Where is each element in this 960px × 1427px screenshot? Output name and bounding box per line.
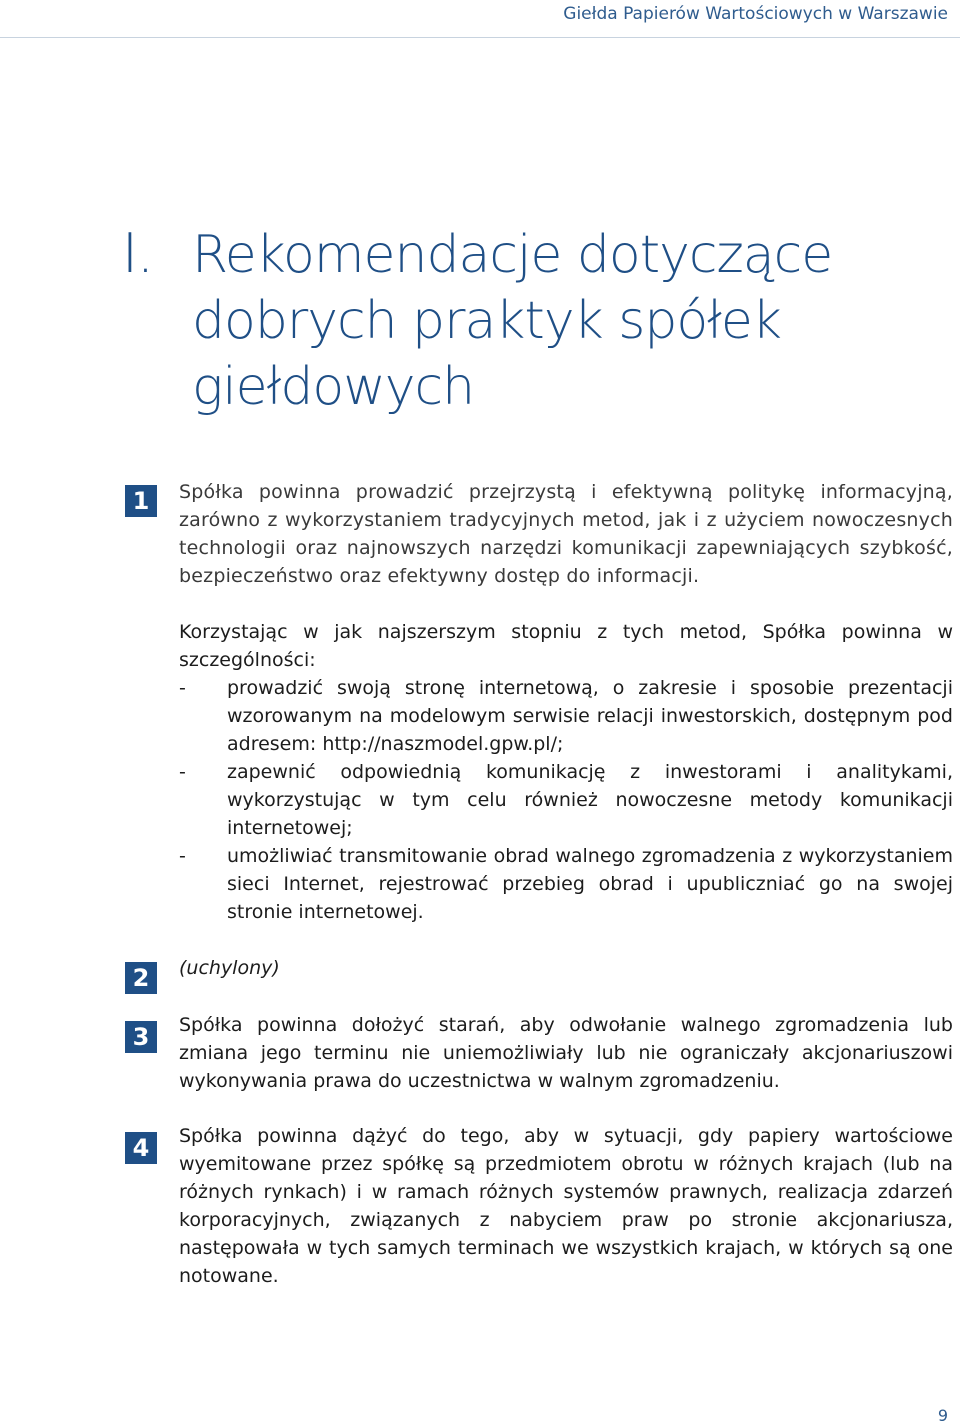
list-dash: -	[179, 761, 186, 783]
recommendation-badge-4: 4	[125, 1132, 157, 1164]
list-item-text: prowadzić swoją stronę internetową, o zakresie i sposobie prezentacji wzorowanym na modelowym serwisie relacji inwestorskich, dostępnym pod adresem: http://naszmodel.gpw.pl/;	[227, 677, 953, 755]
header-divider	[0, 37, 960, 38]
running-header: Giełda Papierów Wartościowych w Warszawie	[563, 4, 948, 24]
page-number: 9	[937, 1406, 948, 1425]
list-item-text: umożliwiać transmitowanie obrad walnego zgromadzenia z wykorzystaniem sieci Internet, rejestrować przebieg obrad i upubliczniać go na swojej stronie internetowej.	[227, 845, 953, 923]
recommendation-2-text: (uchylony)	[179, 957, 280, 979]
list-dash: -	[179, 677, 186, 699]
list-dash: -	[179, 845, 186, 867]
chapter-number: I.	[122, 222, 154, 285]
list-item	[179, 674, 953, 758]
recommendation-4-text: Spółka powinna dążyć do tego, aby w sytuacji, gdy papiery wartościowe wyemitowane przez spółkę są przedmiotem obrotu w różnych krajach (lub na różnych rynkach) i w ramach różnych systemów prawnych, realizacja zdarzeń korporacyjnych, związanych z nabyciem praw po stronie akcjonariusza, następowała w tych samych terminach we wszystkich krajach, w których są one notowane.	[179, 1125, 953, 1287]
list-item	[179, 758, 953, 842]
recommendation-badge-3: 3	[125, 1021, 157, 1053]
recommendation-1-detail-intro: Korzystając w jak najszerszym stopniu z tych metod, Spółka powinna w szczególności:	[179, 621, 953, 671]
list-item	[179, 842, 953, 926]
list-item-text: zapewnić odpowiednią komunikację z inwestorami i analitykami, wykorzystując w tym celu również nowoczesne metody komunikacji internetowej;	[227, 761, 953, 839]
recommendation-badge-2: 2	[125, 962, 157, 994]
chapter-title: Rekomendacje dotyczące dobrych praktyk spółek giełdowych	[192, 225, 833, 417]
recommendation-1-text: Spółka powinna prowadzić przejrzystą i efektywną politykę informacyjną, zarówno z wykorzystaniem tradycyjnych metod, jak i z użyciem nowoczesnych technologii oraz najnowszych narzędzi komunikacji zapewniających szybkość, bezpieczeństwo oraz efektywny dostęp do informacji.	[179, 481, 953, 587]
recommendation-3-text: Spółka powinna dołożyć starań, aby odwołanie walnego zgromadzenia lub zmiana jego terminu nie uniemożliwiały lub nie ograniczały akcjonariuszowi wykonywania prawa do uczestnictwa w walnym zgromadzeniu.	[179, 1014, 953, 1092]
recommendation-1-detail-list	[179, 674, 953, 926]
recommendation-badge-1: 1	[125, 485, 157, 517]
